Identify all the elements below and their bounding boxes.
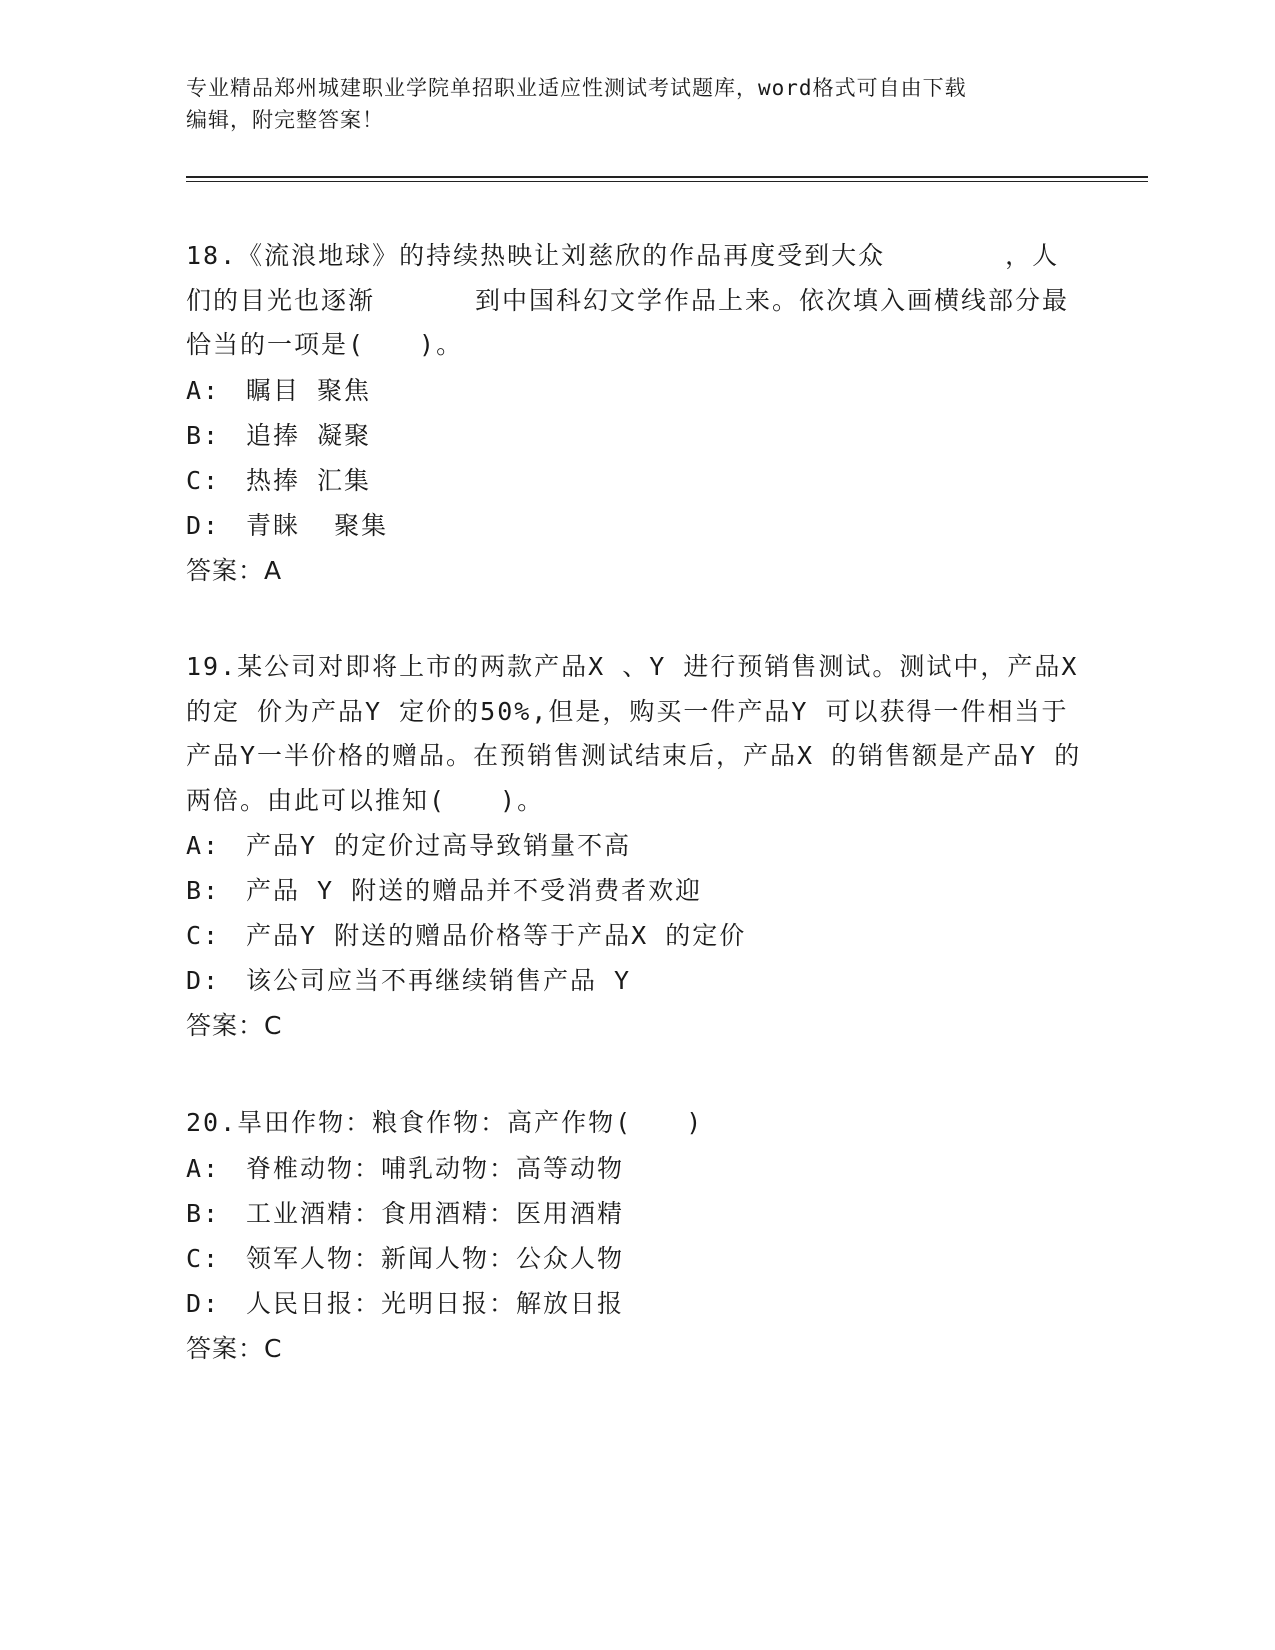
option-a: A: 脊椎动物：哺乳动物：高等动物 bbox=[186, 1153, 625, 1183]
question-stem: 19.某公司对即将上市的两款产品X 、Y 进行预销售测试。测试中，产品X 的定 价为产品Y 定价的50%,但是，购买一件产品Y 可以获得一件相当于产品Y一半价格的赠品。在预销售测试结束后，产品X 的销售额是产品Y 的两倍。由此可以推知( )。 bbox=[186, 652, 1082, 815]
answer-line: 答案：C bbox=[186, 1011, 283, 1040]
option-c: C: 热捧 汇集 bbox=[186, 465, 372, 495]
option-a: A: 瞩目 聚焦 bbox=[186, 375, 372, 405]
answer-line: 答案：C bbox=[186, 1333, 283, 1363]
question-stem: 20.旱田作物：粮食作物：高产作物( ) bbox=[186, 1108, 704, 1137]
question-20 bbox=[186, 1101, 1086, 1371]
option-c: C: 产品Y 附送的赠品价格等于产品X 的定价 bbox=[186, 921, 747, 950]
document-header bbox=[186, 72, 1086, 136]
question-19 bbox=[186, 645, 1086, 1048]
option-a: A: 产品Y 的定价过高导致销量不高 bbox=[186, 831, 632, 860]
header-line-2: 编辑，附完整答案！ bbox=[186, 108, 384, 132]
option-b: B: 追捧 凝聚 bbox=[186, 420, 372, 450]
option-b: B: 工业酒精：食用酒精：医用酒精 bbox=[186, 1198, 625, 1228]
question-18 bbox=[186, 234, 1086, 593]
header-divider-thin bbox=[186, 181, 1148, 182]
option-c: C: 领军人物：新闻人物：公众人物 bbox=[186, 1243, 625, 1273]
question-stem: 18.《流浪地球》的持续热映让刘慈欣的作品再度受到大众 ，人们的目光也逐渐 到中国科幻文学作品上来。依次填入画横线部分最恰当的一项是( )。 bbox=[186, 241, 1070, 359]
option-d: D: 该公司应当不再继续销售产品 Y bbox=[186, 966, 632, 995]
answer-line: 答案：A bbox=[186, 555, 283, 585]
header-divider-thick bbox=[186, 176, 1148, 178]
option-d: D: 青睐 聚集 bbox=[186, 510, 389, 540]
option-d: D: 人民日报：光明日报：解放日报 bbox=[186, 1288, 625, 1318]
header-line-1: 专业精品郑州城建职业学院单招职业适应性测试考试题库，word格式可自由下载 bbox=[186, 76, 967, 100]
option-b: B: 产品 Y 附送的赠品并不受消费者欢迎 bbox=[186, 876, 703, 905]
